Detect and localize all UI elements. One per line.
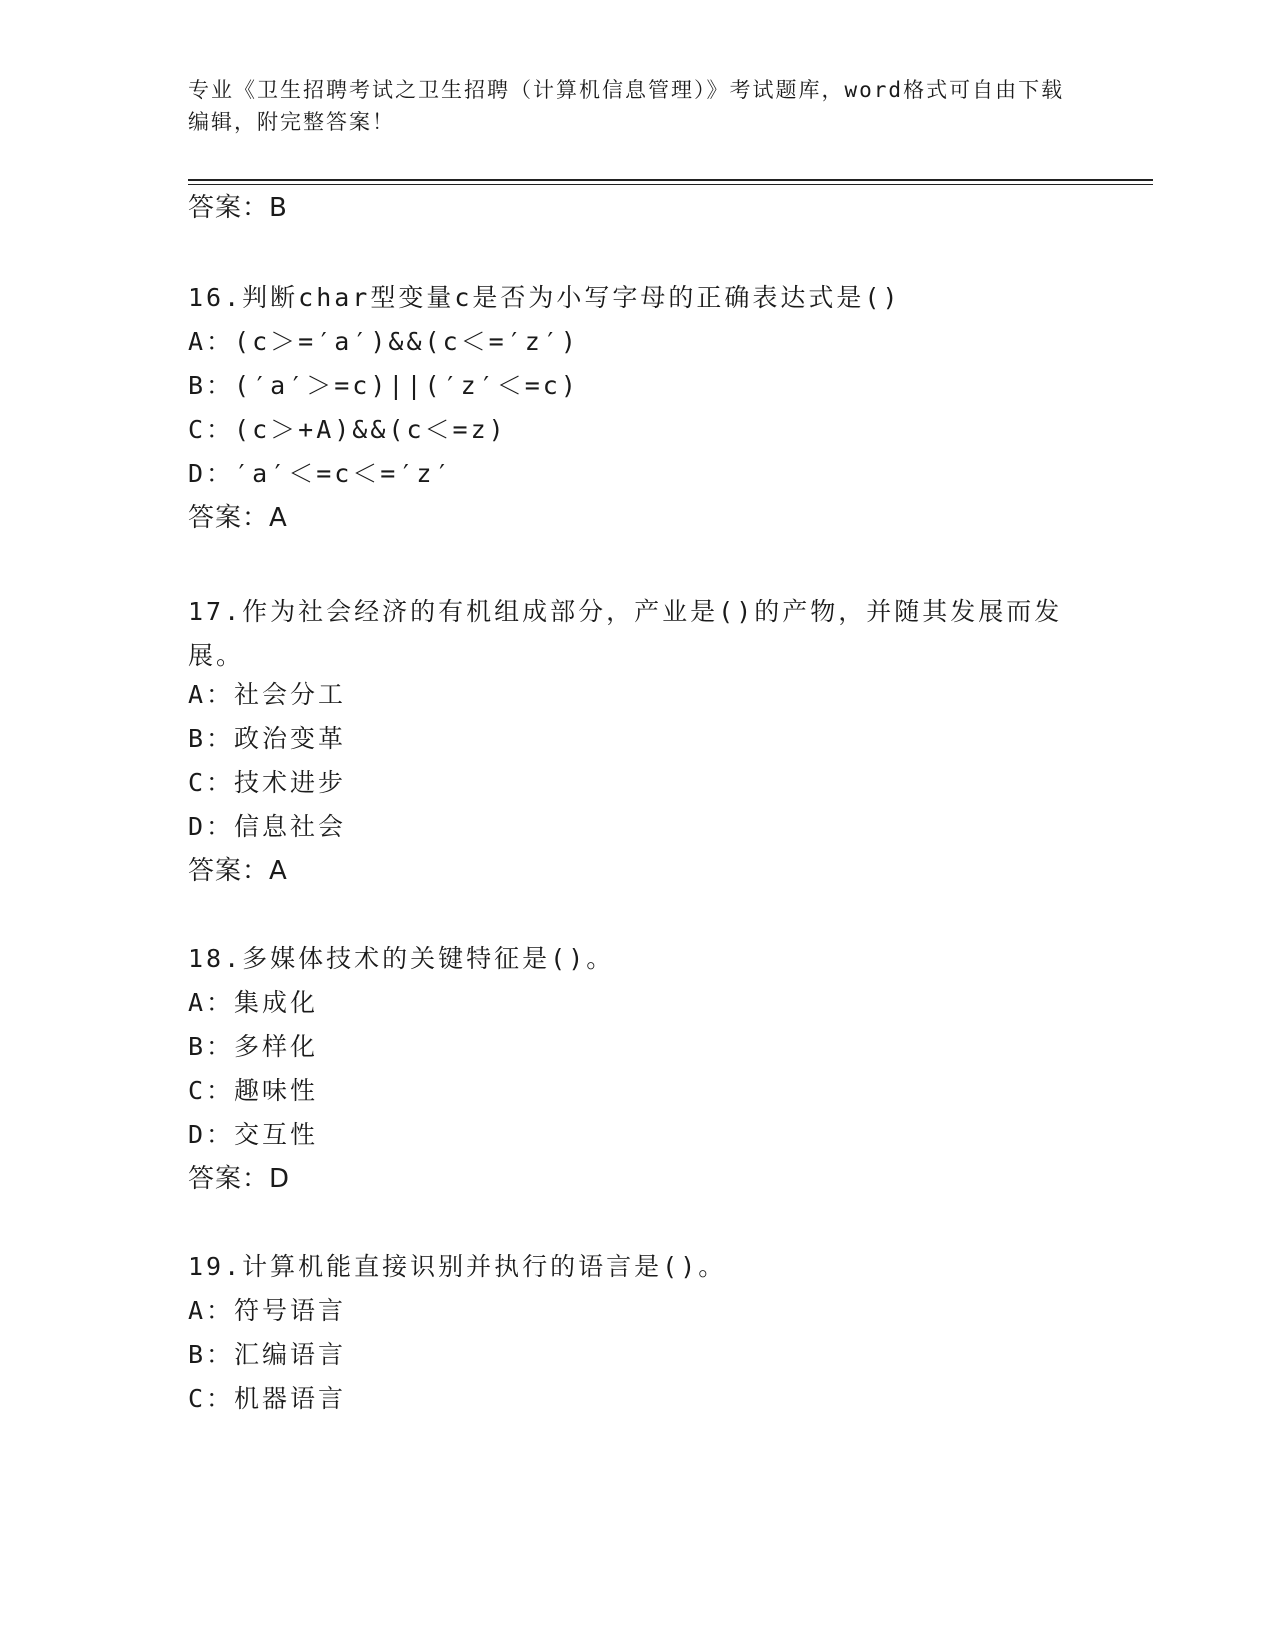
question-18-option-b: B：多样化 <box>188 1032 319 1061</box>
question-17-answer: 答案：A <box>188 856 288 886</box>
header-divider-thin <box>188 184 1153 185</box>
question-17-option-b: B：政治变革 <box>188 724 347 753</box>
question-18-stem: 18.多媒体技术的关键特征是()。 <box>188 944 615 973</box>
question-18-option-d: D：交互性 <box>188 1120 319 1149</box>
question-16-option-b: B：(′a′＞=c)||(′z′＜=c) <box>188 371 579 400</box>
question-16-option-c: C：(c＞+A)&&(c＜=z) <box>188 415 507 444</box>
header-divider-thick <box>188 179 1153 181</box>
question-16-answer: 答案：A <box>188 503 288 533</box>
question-18-option-a: A：集成化 <box>188 988 319 1017</box>
question-19-stem: 19.计算机能直接识别并执行的语言是()。 <box>188 1252 727 1281</box>
question-17-option-c: C：技术进步 <box>188 768 347 797</box>
question-18-answer: 答案：D <box>188 1164 291 1194</box>
question-17-option-d: D：信息社会 <box>188 812 347 841</box>
question-18-option-c: C：趣味性 <box>188 1076 319 1105</box>
question-17-option-a: A：社会分工 <box>188 680 347 709</box>
question-19-option-c: C：机器语言 <box>188 1384 347 1413</box>
question-17-stem: 17.作为社会经济的有机组成部分，产业是()的产物，并随其发展而发展。 <box>188 597 1063 670</box>
answer-prev: 答案：B <box>188 193 288 223</box>
question-16-option-a: A：(c＞=′a′)&&(c＜=′z′) <box>188 327 579 356</box>
question-16-stem: 16.判断char型变量c是否为小写字母的正确表达式是() <box>188 283 901 312</box>
question-19-option-a: A：符号语言 <box>188 1296 347 1325</box>
question-16-option-d: D：′a′＜=c＜=′z′ <box>188 459 453 488</box>
document-header: 专业《卫生招聘考试之卫生招聘（计算机信息管理）》考试题库，word格式可自由下载编辑，附完整答案！ <box>188 78 1065 134</box>
question-19-option-b: B：汇编语言 <box>188 1340 347 1369</box>
